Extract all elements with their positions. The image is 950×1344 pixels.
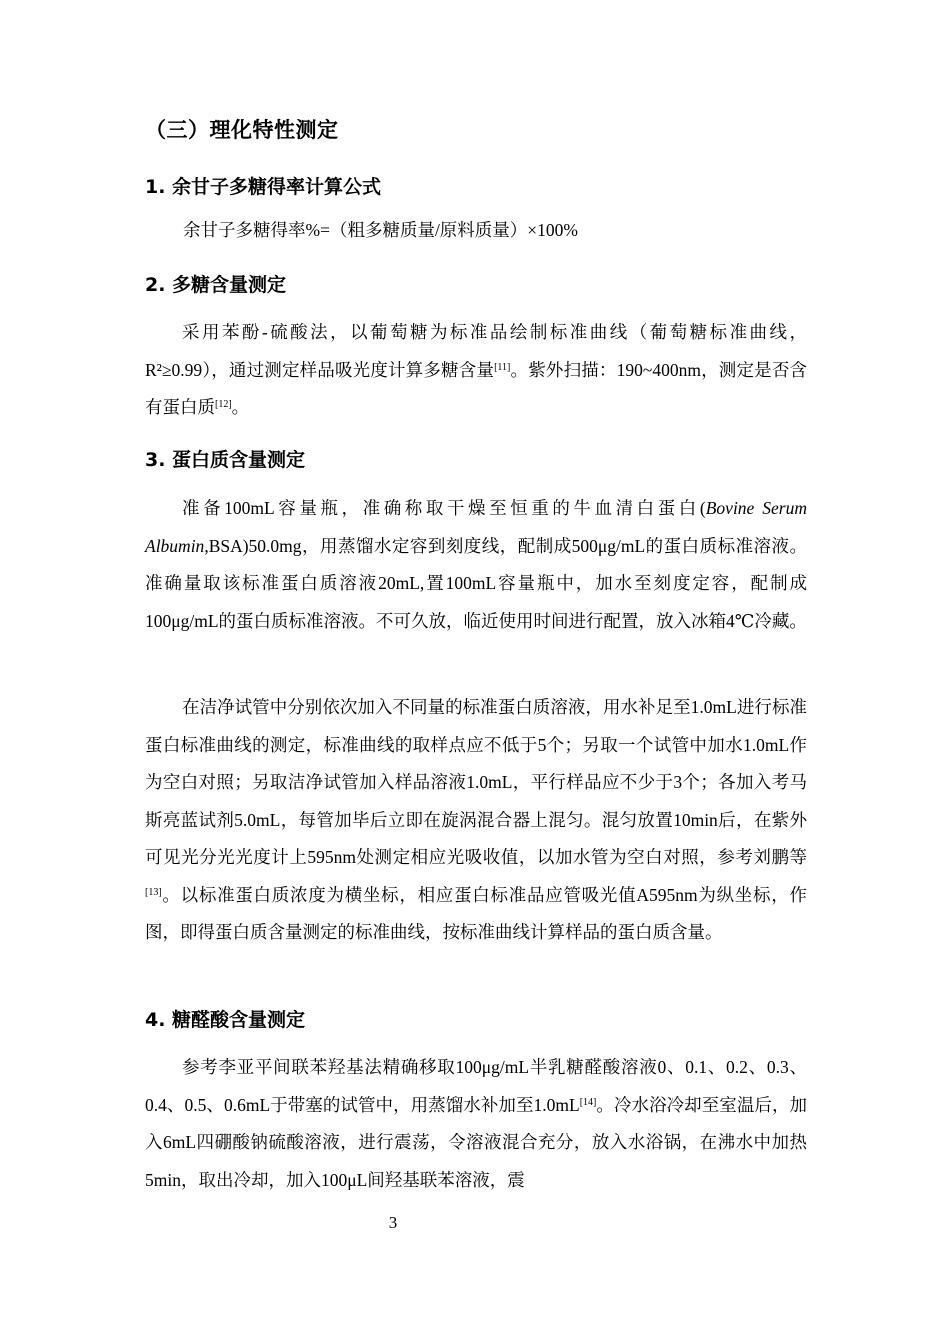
yield-formula: 余甘子多糖得率%=（粗多糖质量/原料质量）×100% — [183, 220, 579, 240]
heading-uronic-acid-content: 4. 糖醛酸含量测定 — [145, 1009, 306, 1031]
paragraph-uronic-acid-method — [145, 1049, 807, 1199]
text-run: 。紫外扫描：190~400nm，测定是否含有蛋白质 — [145, 359, 807, 417]
italic-term: Bovine Serum Albumin — [145, 498, 807, 556]
citation: [13] — [145, 886, 162, 898]
text-run: 采用苯酚-硫酸法，以葡萄糖为标准品绘制标准曲线（葡萄糖标准曲线，R²≥0.99），通过测定样品吸光度计算多糖含量 — [145, 322, 807, 380]
heading-protein-content: 3. 蛋白质含量测定 — [145, 449, 306, 471]
text-run: 。以标准蛋白质浓度为横坐标，相应蛋白标准品应管吸光值A595nm为纵坐标，作图，即得蛋白质含量测定的标准曲线，按标准曲线计算样品的蛋白质含量。 — [145, 884, 807, 942]
text-run: 。 — [231, 397, 250, 417]
text-run: 参考李亚平间联苯羟基法精确移取100μg/mL半乳糖醛酸溶液0、0.1、0.2、0.3、0.4、0.5、0.6mL于带塞的试管中，用蒸馏水补加至1.0mL — [145, 1057, 807, 1115]
section-title: （三）理化特性测定 — [145, 118, 339, 142]
heading-yield-formula: 1. 余甘子多糖得率计算公式 — [145, 176, 382, 198]
text-run: 在洁净试管中分别依次加入不同量的标准蛋白质溶液，用水补足至1.0mL进行标准蛋白标准曲线的测定，标准曲线的取样点应不低于5个；另取一个试管中加水1.0mL作为空白对照；另取洁净试管加入样品溶液1.0mL，平行样品应不少于3个；各加入考马斯亮蓝试剂5.0mL，每管加毕后立即在旋涡混合器上混匀。混匀放置10min后，在紫外可见光分光光度计上595nm处测定相应光吸收值，以加水管为空白对照，参考刘鹏等 — [145, 697, 807, 867]
paragraph-polysaccharide-method — [145, 314, 807, 427]
page-number: 3 — [388, 1213, 398, 1232]
text-run: 准备100mL容量瓶，准确称取干燥至恒重的牛血清白蛋白( — [182, 498, 706, 518]
citation: [12] — [215, 399, 232, 410]
text-run: ,BSA)50.0mg，用蒸馏水定容到刻度线，配制成500μg/mL的蛋白质标准溶液。准确量取该标准蛋白质溶液20mL,置100mL容量瓶中，加水至刻度定容，配制成100μg/mL的蛋白质标准溶液。不可久放，临近使用时间进行配置，放入冰箱4℃冷藏。 — [145, 535, 807, 631]
paragraph-protein-curve — [145, 689, 807, 952]
citation: [11] — [494, 361, 511, 373]
paragraph-protein-standard — [145, 490, 807, 640]
citation: [14] — [579, 1096, 597, 1108]
text-run: 。冷水浴冷却至室温后，加入6mL四硼酸钠硫酸溶液，进行震荡，令溶液混合充分，放入水浴锅，在沸水中加热5min，取出冷却，加入100μL间羟基联苯溶液，震 — [145, 1094, 808, 1190]
heading-polysaccharide-content: 2. 多糖含量测定 — [145, 274, 287, 296]
